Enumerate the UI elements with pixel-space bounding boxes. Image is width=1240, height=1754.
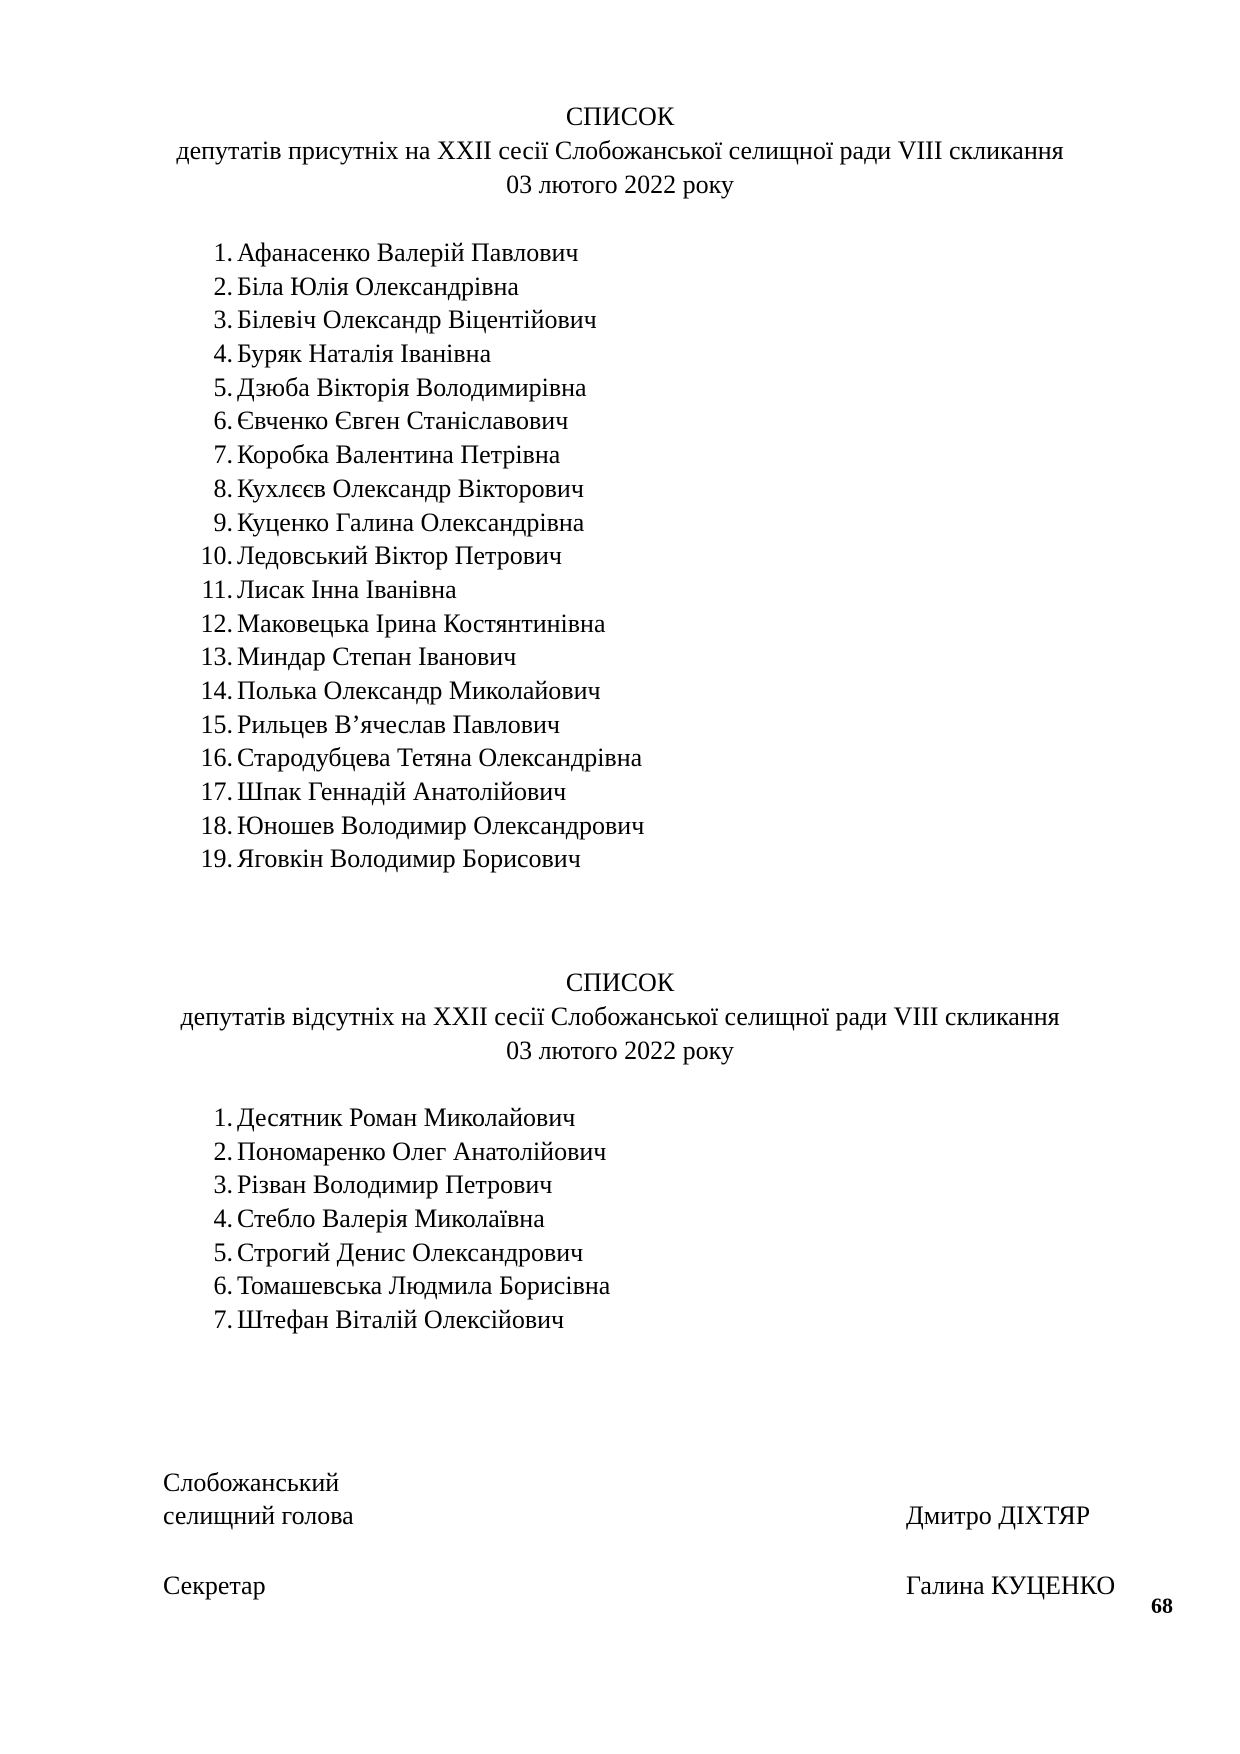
deputy-name: Шпак Геннадій Анатолійович: [237, 777, 567, 806]
list-item-number: 11.: [201, 574, 233, 604]
list-item-number: 4.: [213, 1204, 233, 1234]
page-number: 68: [1151, 1593, 1173, 1618]
absent-title: СПИСОК: [565, 968, 675, 997]
list-item-number: 2.: [213, 1136, 233, 1166]
list-item-number: 12.: [200, 608, 233, 638]
head-name: Дмитро ДІХТЯР: [906, 1501, 1091, 1530]
list-item-number: 3.: [213, 305, 233, 335]
deputy-name: Десятник Роман Миколайович: [237, 1103, 576, 1132]
deputy-name: Томашевська Людмила Борисівна: [237, 1271, 611, 1301]
deputy-name: Пономаренко Олег Анатолійович: [237, 1136, 607, 1166]
absent-date: 03 лютого 2022 року: [506, 1036, 734, 1065]
deputy-name: Афанасенко Валерій Павлович: [237, 238, 579, 267]
deputy-name: Кухлєєв Олександр Вікторович: [237, 473, 584, 503]
list-item-number: 13.: [200, 642, 233, 672]
list-item-number: 17.: [200, 777, 233, 806]
list-item-number: 2.: [213, 271, 233, 301]
list-item-number: 7.: [213, 1305, 233, 1335]
list-item-number: 7.: [213, 440, 233, 470]
list-item-number: 5.: [213, 1237, 233, 1267]
deputy-name: Рильцев В’ячеслав Павлович: [237, 709, 560, 739]
list-item-number: 15.: [200, 709, 233, 739]
list-item-number: 6.: [213, 1271, 233, 1301]
deputy-name: Лисак Інна Іванівна: [237, 574, 457, 604]
deputy-name: Буряк Наталія Іванівна: [237, 339, 492, 369]
present-heading: [0, 100, 1240, 202]
deputy-name: Біла Юлія Олександрівна: [237, 271, 519, 301]
absent-subtitle: депутатів відсутніх на XXІІ сесії Слобожанської селищної ради VІІІ скликання: [180, 1002, 1060, 1031]
deputy-name: Різван Володимир Петрович: [237, 1170, 553, 1200]
list-item-number: 4.: [213, 339, 233, 369]
list-item-number: 8.: [213, 473, 233, 503]
deputy-name: Дзюба Вікторія Володимирівна: [237, 372, 587, 402]
list-item-number: 6.: [213, 406, 233, 436]
list-item-number: 18.: [200, 810, 233, 840]
list-item-number: 14.: [200, 675, 233, 705]
deputy-name: Ледовський Віктор Петрович: [237, 541, 562, 571]
list-item-number: 16.: [200, 743, 233, 773]
deputy-name: Миндар Степан Іванович: [237, 642, 517, 672]
list-item-number: 9.: [213, 507, 233, 537]
head-title: [163, 1466, 354, 1532]
deputy-name: Стародубцева Тетяна Олександрівна: [237, 743, 643, 773]
list-item-number: 5.: [213, 372, 233, 402]
present-subtitle: депутатів присутніх на XXІІ сесії Слобожанської селищної ради VІІІ скликання: [176, 136, 1064, 165]
secretary-name: Галина КУЦЕНКО: [906, 1571, 1116, 1600]
list-item-number: 3.: [213, 1170, 233, 1200]
deputy-name: Стебло Валерія Миколаївна: [237, 1204, 545, 1234]
deputy-name: Строгий Денис Олександрович: [237, 1237, 584, 1267]
absent-heading: [0, 966, 1240, 1068]
deputy-name: Юношев Володимир Олександрович: [237, 810, 645, 840]
list-item-number: 1.: [213, 1103, 233, 1132]
present-date: 03 лютого 2022 року: [506, 170, 734, 199]
secretary-title: Секретар: [163, 1571, 266, 1600]
deputy-name: Білевіч Олександр Віцентійович: [237, 305, 597, 335]
present-title: СПИСОК: [565, 102, 675, 131]
list-item-number: 1.: [213, 238, 233, 267]
head-title-line2: селищний голова: [163, 1501, 354, 1530]
deputy-name: Полька Олександр Миколайович: [237, 675, 601, 705]
deputy-name: Яговкін Володимир Борисович: [237, 844, 581, 874]
deputy-name: Штефан Віталій Олексійович: [237, 1305, 565, 1335]
deputy-name: Євченко Євген Станіславович: [237, 406, 569, 436]
list-item-number: 19.: [200, 844, 233, 874]
deputy-name: Куценко Галина Олександрівна: [237, 507, 585, 537]
list-item-number: 10.: [200, 541, 233, 571]
deputy-name: Коробка Валентина Петрівна: [237, 440, 561, 470]
deputy-name: Маковецька Ірина Костянтинівна: [237, 608, 606, 638]
head-title-line1: Слобожанський: [163, 1468, 340, 1497]
